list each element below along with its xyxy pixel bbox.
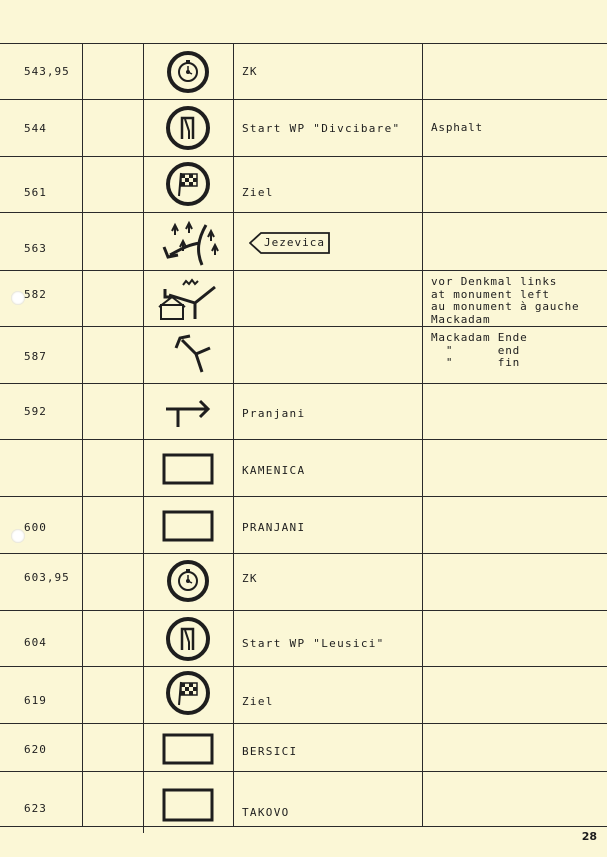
table-row: [0, 666, 607, 723]
km-value: 600: [24, 521, 47, 534]
instruction-text: ZK: [242, 572, 258, 585]
km-value: 582: [24, 288, 47, 301]
table-row: [0, 270, 607, 326]
start-icon: [143, 105, 233, 151]
table-row: [0, 326, 607, 383]
monument-left-icon: [143, 273, 233, 323]
instruction-text: Start WP "Leusici": [242, 637, 385, 650]
km-value: 603,95: [24, 571, 70, 584]
forest-junction-icon: [143, 215, 233, 267]
instruction-text: TAKOVO: [242, 806, 290, 819]
km-value: 544: [24, 122, 47, 135]
table-row: [0, 771, 607, 826]
table-row: [0, 156, 607, 212]
instruction-text: Ziel: [242, 695, 274, 708]
turn-right-arrow-icon: [143, 391, 233, 431]
table-row: [0, 43, 607, 99]
finish-flag-icon: [143, 161, 233, 207]
table-row: [0, 553, 607, 610]
table-row: [0, 439, 607, 496]
place-sign-icon: [143, 787, 233, 823]
start-icon: [143, 616, 233, 662]
km-value: 619: [24, 694, 47, 707]
sign-label: Jezevica: [264, 236, 325, 249]
instruction-text: KAMENICA: [242, 464, 306, 477]
km-value: 604: [24, 636, 47, 649]
km-value: 587: [24, 350, 47, 363]
instruction-text: BERSICI: [242, 745, 298, 758]
table-row: [0, 99, 607, 156]
table-row: [0, 723, 607, 771]
km-value: 561: [24, 186, 47, 199]
turn-left-arrow-icon: [143, 330, 233, 378]
table-row: [0, 212, 607, 270]
finish-flag-icon: [143, 670, 233, 716]
table-row: [0, 496, 607, 553]
note-text: vor Denkmal links at monument left au monument à gauche Mackadam: [431, 275, 580, 326]
instruction-text: Ziel: [242, 186, 274, 199]
km-value: 592: [24, 405, 47, 418]
instruction-text: PRANJANI: [242, 521, 306, 534]
table-row: [0, 610, 607, 666]
km-value: 623: [24, 802, 47, 815]
row-divider: [0, 826, 607, 827]
km-value: 620: [24, 743, 47, 756]
note-text: Asphalt: [431, 121, 483, 134]
km-value: 563: [24, 242, 47, 255]
table-row: [0, 383, 607, 439]
place-sign-icon: [143, 732, 233, 766]
place-sign-icon: [143, 453, 233, 485]
note-text: Mackadam Ende " end " fin: [431, 331, 528, 369]
km-value: 543,95: [24, 65, 70, 78]
page-number: 28: [581, 830, 597, 843]
instruction-text: Pranjani: [242, 407, 306, 420]
instruction-text: ZK: [242, 65, 258, 78]
zk-clock-icon: [143, 559, 233, 603]
zk-clock-icon: [143, 50, 233, 94]
instruction-text: Start WP "Divcibare": [242, 122, 401, 135]
place-sign-icon: [143, 510, 233, 542]
